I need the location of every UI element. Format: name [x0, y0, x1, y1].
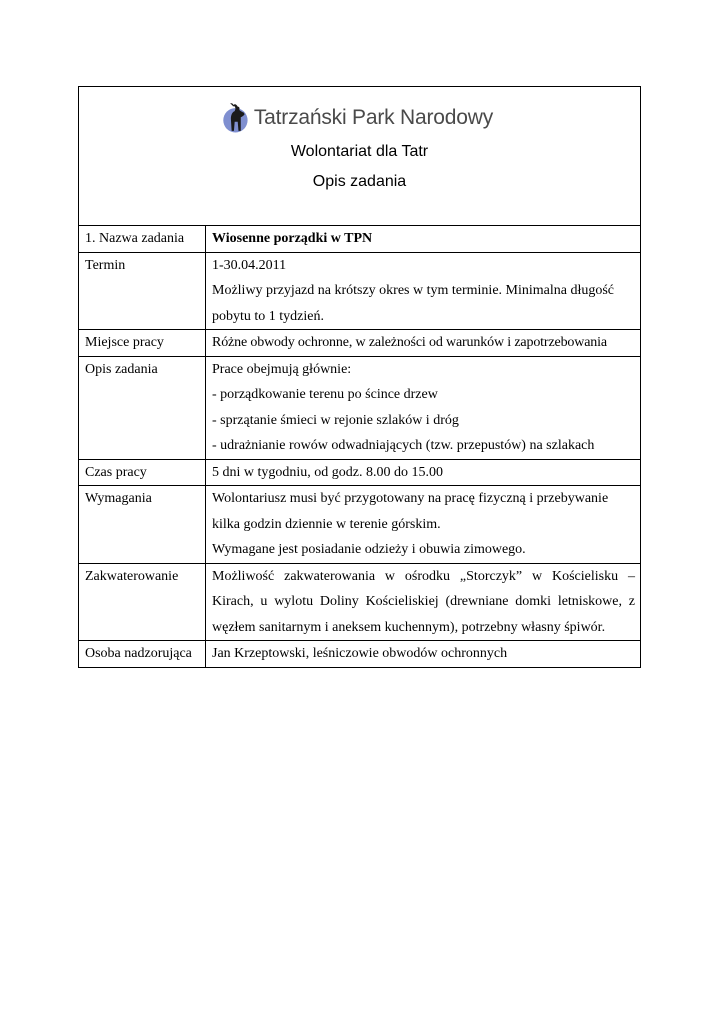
row-value [206, 459, 641, 486]
row-value [206, 356, 641, 459]
value-line: Możliwy przyjazd na krótszy okres w tym terminie. Minimalna długość pobytu to 1 tydzień. [212, 283, 615, 324]
table-row [79, 226, 640, 252]
value-line: Prace obejmują głównie: [212, 361, 352, 377]
document-header [79, 87, 640, 226]
row-value [206, 486, 641, 564]
row-value [206, 563, 641, 641]
table-row [79, 252, 640, 330]
row-label: Opis zadania [79, 356, 206, 459]
row-label: Termin [79, 252, 206, 330]
value-line: - sprzątanie śmieci w rejonie szlaków i dróg [212, 412, 459, 428]
row-label: Osoba nadzorująca [79, 641, 206, 667]
row-value [206, 641, 641, 667]
row-label: Wymagania [79, 486, 206, 564]
task-name: Wiosenne porządki w TPN [212, 231, 373, 246]
row-label: Zakwaterowanie [79, 563, 206, 641]
row-value [206, 252, 641, 330]
table-row [79, 330, 640, 357]
table-row [79, 486, 640, 564]
header-subtitle: Wolontariat dla Tatr [290, 143, 429, 160]
value-line: 1-30.04.2011 [212, 257, 287, 273]
table-row [79, 356, 640, 459]
value-line: Różne obwody ochronne, w zależności od warunków i zapotrzebowania [212, 335, 607, 350]
row-value [206, 226, 641, 252]
value-line: 5 dni w tygodniu, od godz. 8.00 do 15.00 [212, 464, 443, 480]
park-logo [221, 97, 493, 139]
value-line: Wymagane jest posiadanie odzieży i obuwia zimowego. [212, 542, 526, 557]
park-logo-text: Tatrzański Park Narodowy [253, 106, 493, 129]
row-value [206, 330, 641, 357]
document-page [78, 86, 641, 668]
value-line: - porządkowanie terenu po ścince drzew [212, 387, 438, 402]
page-title: Opis zadania [312, 173, 407, 190]
value-line: - udrażnianie rowów odwadniających (tzw. przepustów) na szlakach [212, 438, 595, 453]
row-label: Czas pracy [79, 459, 206, 486]
row-label: Miejsce pracy [79, 330, 206, 357]
value-line: Wolontariusz musi być przygotowany na pracę fizyczną i przebywanie kilka godzin dziennie w terenie górskim. [212, 491, 609, 532]
value-line: Jan Krzeptowski, leśniczowie obwodów ochronnych [212, 646, 508, 661]
table-row [79, 563, 640, 641]
chamois-logo-icon [221, 97, 250, 139]
table-row [79, 641, 640, 667]
table-row [79, 459, 640, 486]
value-line: Możliwość zakwaterowania w ośrodku „Storczyk” w Kościelisku – Kirach, u wylotu Doliny Kościeliskiej (drewniane domki letniskowe, z węzłem sanitarnym i aneksem kuchennym), potrzebny własny śpiwór. [212, 568, 635, 635]
task-table [79, 226, 640, 667]
row-label: 1. Nazwa zadania [79, 226, 206, 252]
